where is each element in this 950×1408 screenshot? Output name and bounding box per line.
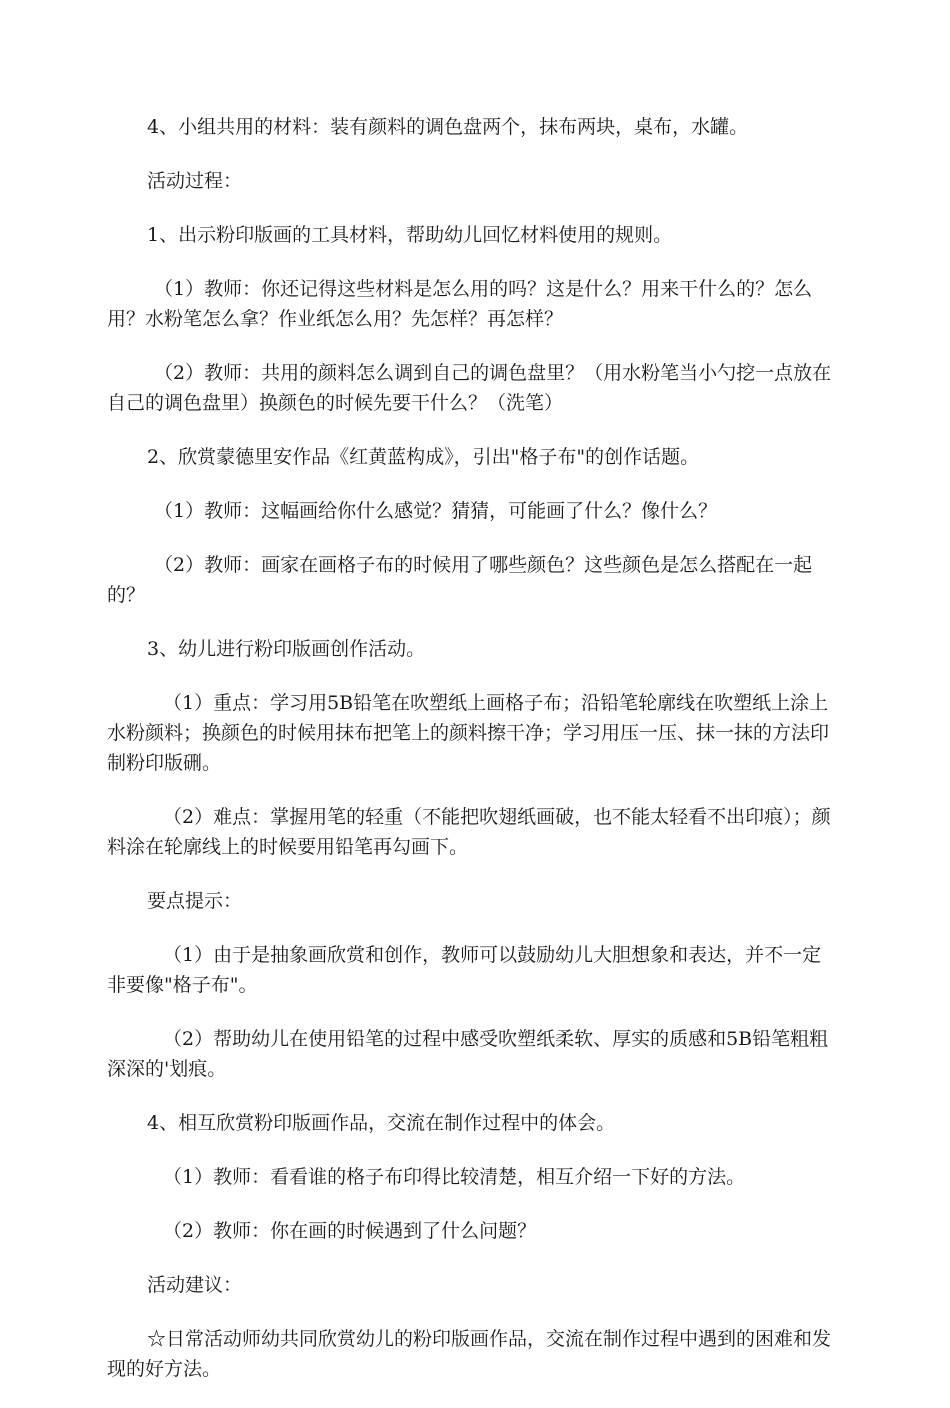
document-page	[107, 112, 837, 1408]
section-heading-activity-suggestions: 活动建议：	[147, 1274, 243, 1296]
paragraph: （2）教师：共用的颜料怎么调到自己的调色盘里？（用水粉笔当小勺挖一点放在自己的调色盘里）换颜色的时候先要干什么？（洗笔）	[107, 362, 832, 414]
paragraph: （2）教师：画家在画格子布的时候用了哪些颜色？这些颜色是怎么搭配在一起的？	[107, 554, 813, 606]
paragraph: 3、幼儿进行粉印版画创作活动。	[147, 638, 426, 660]
paragraph: （2）教师：你在画的时候遇到了什么问题？	[163, 1220, 537, 1242]
paragraph: （1）教师：你还记得这些材料是怎么用的吗？这是什么？用来干什么的？怎么用？水粉笔怎么拿？作业纸怎么用？先怎样？再怎样？	[107, 278, 813, 330]
paragraph: （2）帮助幼儿在使用铅笔的过程中感受吹塑纸柔软、厚实的质感和5B铅笔粗粗深深的'划痕。	[107, 1028, 829, 1080]
paragraph: （2）难点：掌握用笔的轻重（不能把吹翅纸画破，也不能太轻看不出印痕）；颜料涂在轮廓线上的时候要用铅笔再勾画下。	[107, 806, 831, 858]
section-heading-key-tips: 要点提示：	[147, 890, 243, 912]
paragraph: （1）由于是抽象画欣赏和创作，教师可以鼓励幼儿大胆想象和表达，并不一定非要像"格子布"。	[107, 944, 822, 996]
paragraph: 1、出示粉印版画的工具材料，帮助幼儿回忆材料使用的规则。	[147, 224, 673, 246]
paragraph: 4、小组共用的材料：装有颜料的调色盘两个，抹布两块，桌布，水罐。	[147, 116, 749, 138]
paragraph: ☆日常活动师幼共同欣赏幼儿的粉印版画作品，交流在制作过程中遇到的困难和发现的好方法。	[107, 1328, 832, 1380]
paragraph: 2、欣赏蒙德里安作品《红黄蓝构成》，引出"格子布"的创作话题。	[147, 446, 700, 468]
paragraph: （1）教师：看看谁的格子布印得比较清楚，相互介绍一下好的方法。	[163, 1166, 746, 1188]
paragraph: （1）重点：学习用5B铅笔在吹塑纸上画格子布；沿铅笔轮廓线在吹塑纸上涂上水粉颜料；换颜色的时候用抹布把笔上的颜料擦干净；学习用压一压、抹一抹的方法印制粉印版硎。	[107, 692, 830, 774]
section-heading-activity-process: 活动过程：	[147, 170, 243, 192]
paragraph: （1）教师：这幅画给你什么感觉？猜猜，可能画了什么？像什么？	[154, 500, 718, 522]
paragraph: 4、相互欣赏粉印版画作品，交流在制作过程中的体会。	[147, 1112, 616, 1134]
